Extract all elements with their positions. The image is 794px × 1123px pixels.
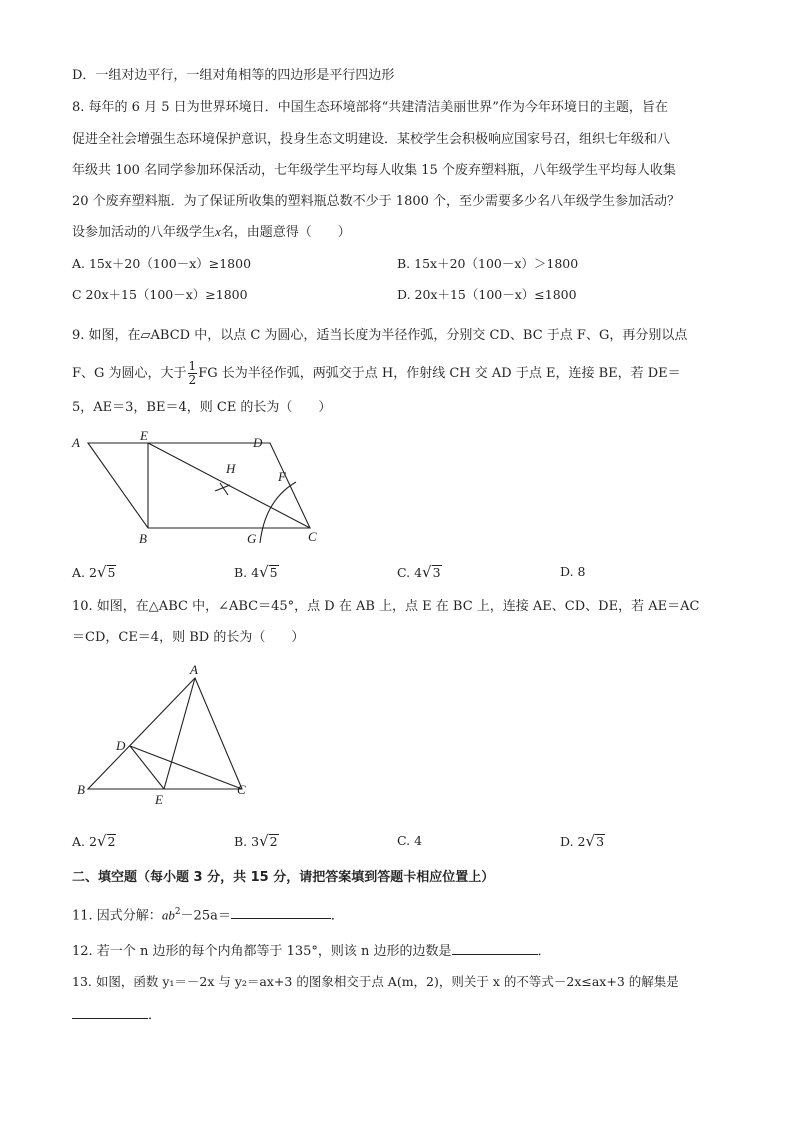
q13-line-2 bbox=[72, 1004, 161, 1026]
label-c: C bbox=[308, 529, 317, 544]
arc-fg bbox=[260, 482, 296, 543]
q11-prefix: 11. 因式分解： bbox=[72, 908, 162, 924]
q12-period: ． bbox=[537, 944, 551, 959]
coefficient: 3 bbox=[251, 834, 260, 849]
q11-period: ． bbox=[330, 908, 344, 924]
q12-answer-blank[interactable] bbox=[452, 940, 538, 955]
label-f: F bbox=[278, 469, 286, 484]
q10-line-1: 10. 如图，在△ABC 中，∠ABC＝45°，点 D 在 AB 上，点 E 在 BC 上，连接 AE、CD、DE，若 AE＝AC bbox=[72, 599, 700, 614]
coefficient: 4 bbox=[414, 565, 423, 580]
coefficient: 2 bbox=[89, 834, 97, 849]
q11 bbox=[72, 902, 344, 926]
q9-option-c bbox=[397, 562, 442, 583]
radical-sign: √ bbox=[422, 563, 432, 581]
q8-line-1: 8. 每年的 6 月 5 日为世界环境日．中国生态环境部将“共建清洁美丽世界”作为今年环境日的主题，旨在 bbox=[72, 100, 668, 115]
label-g: G bbox=[247, 531, 257, 546]
q13-period: ． bbox=[148, 1008, 162, 1023]
fraction-half bbox=[188, 360, 198, 387]
q9-line-1: 9. 如图，在▱ABCD 中，以点 C 为圆心，适当长度为半径作弧，分别交 CD、BC 于点 F、G，再分别以点 bbox=[72, 328, 688, 343]
q8-line-3: 年级共 100 名同学参加环保活动，七年级学生平均每人收集 15 个废弃塑料瓶，八年级学生平均每人收集 bbox=[72, 163, 676, 178]
radical-sign: √ bbox=[96, 563, 107, 581]
coefficient: 2 bbox=[89, 565, 97, 580]
q7-option-d: D．一组对边平行，一组对角相等的四边形是平行四边形 bbox=[72, 68, 395, 83]
q9-line-3: 5，AE＝3，BE＝4，则 CE 的长为（ ） bbox=[72, 400, 332, 415]
option-letter: C. bbox=[397, 565, 411, 580]
radical-sign: √ bbox=[96, 832, 107, 850]
q9-line-2-a: F、G 为圆心，大于 bbox=[72, 366, 187, 381]
q13-line-1: 13. 如图，函数 y₁＝－2x 与 y₂＝ax+3 的图象相交于点 A(m，2)，则关于 x 的不等式－2x≤ax+3 的解集是 bbox=[72, 974, 679, 989]
label-b: B bbox=[77, 782, 85, 797]
label-b: B bbox=[139, 531, 147, 546]
option-letter: A. bbox=[72, 834, 86, 849]
q8-line-5-b: 名，由题意得（ ） bbox=[220, 225, 351, 240]
q11-expr-b: －25a＝ bbox=[180, 908, 231, 924]
q8-line-5-a: 设参加活动的八年级学生 bbox=[72, 225, 216, 240]
option-letter: B. bbox=[234, 834, 248, 849]
q8-option-b: B. 15x＋20（100－x）＞1800 bbox=[397, 256, 579, 271]
q9-line-2 bbox=[72, 360, 681, 387]
q8-var-x: x bbox=[215, 224, 221, 239]
q9-option-b bbox=[234, 562, 279, 583]
q10-triangle-figure bbox=[70, 660, 270, 810]
q10-line-2: ＝CD，CE＝4，则 BD 的长为（ ） bbox=[72, 630, 305, 645]
label-a: A bbox=[72, 435, 80, 450]
radicand: 5 bbox=[269, 565, 278, 580]
fraction-denominator: 2 bbox=[188, 373, 197, 387]
coefficient: 4 bbox=[251, 565, 260, 580]
radical-sign: √ bbox=[259, 832, 269, 850]
radicand: 2 bbox=[107, 834, 116, 849]
q11-expr-a: ab bbox=[161, 907, 175, 923]
radicand: 5 bbox=[107, 565, 116, 580]
radicand: 3 bbox=[596, 834, 605, 849]
q10-option-b bbox=[234, 831, 279, 852]
q8-option-d: D. 20x＋15（100－x）≤1800 bbox=[397, 287, 577, 302]
q8-option-a: A. 15x＋20（100－x）≥1800 bbox=[72, 256, 252, 271]
option-letter: A. bbox=[72, 565, 86, 580]
q10-option-c: C. 4 bbox=[397, 833, 423, 848]
radical-sign: √ bbox=[585, 832, 596, 850]
coefficient: 2 bbox=[577, 834, 586, 849]
label-c: C bbox=[237, 782, 246, 797]
label-e: E bbox=[140, 428, 148, 443]
q11-answer-blank[interactable] bbox=[231, 904, 331, 919]
parallelogram-abcd bbox=[88, 443, 310, 528]
q12 bbox=[72, 940, 551, 962]
q12-text: 12. 若一个 n 边形的每个内角都等于 135°，则该 n 边形的边数是 bbox=[72, 944, 452, 959]
q10-option-a bbox=[72, 831, 116, 852]
q10-option-d bbox=[560, 831, 605, 852]
q9-parallelogram-figure bbox=[60, 425, 340, 550]
q13-answer-blank[interactable] bbox=[72, 1004, 148, 1019]
radicand: 2 bbox=[269, 834, 278, 849]
label-d: D bbox=[116, 738, 126, 753]
radicand: 3 bbox=[432, 565, 441, 580]
label-a: A bbox=[190, 662, 198, 677]
q9-option-a bbox=[72, 562, 116, 583]
option-letter: B. bbox=[234, 565, 248, 580]
q9-line-2-b: FG 长为半径作弧，两弧交于点 H，作射线 CH 交 AD 于点 E，连接 BE，若 DE＝ bbox=[198, 366, 681, 381]
section-heading-fill-in: 二、填空题（每小题 3 分，共 15 分，请把答案填到答题卡相应位置上） bbox=[72, 870, 495, 885]
option-letter: D. bbox=[560, 834, 574, 849]
fraction-numerator: 1 bbox=[188, 359, 197, 373]
q8-line-5 bbox=[72, 222, 351, 243]
label-h: H bbox=[226, 461, 236, 476]
q8-option-c: C 20x＋15（100－x）≥1800 bbox=[72, 287, 248, 302]
q9-option-d: D. 8 bbox=[560, 564, 586, 579]
triangle-abc bbox=[88, 678, 242, 789]
q11-exponent: 2 bbox=[174, 907, 181, 917]
radical-sign: √ bbox=[259, 563, 269, 581]
q8-line-4: 20 个废弃塑料瓶．为了保证所收集的塑料瓶总数不少于 1800 个，至少需要多少名八年级学生参加活动？ bbox=[72, 194, 681, 209]
q8-line-2: 促进全社会增强生态环境保护意识，投身生态文明建设．某校学生会积极响应国家号召，组织七年级和八 bbox=[72, 132, 671, 147]
label-e: E bbox=[155, 792, 163, 807]
label-d: D bbox=[253, 435, 263, 450]
